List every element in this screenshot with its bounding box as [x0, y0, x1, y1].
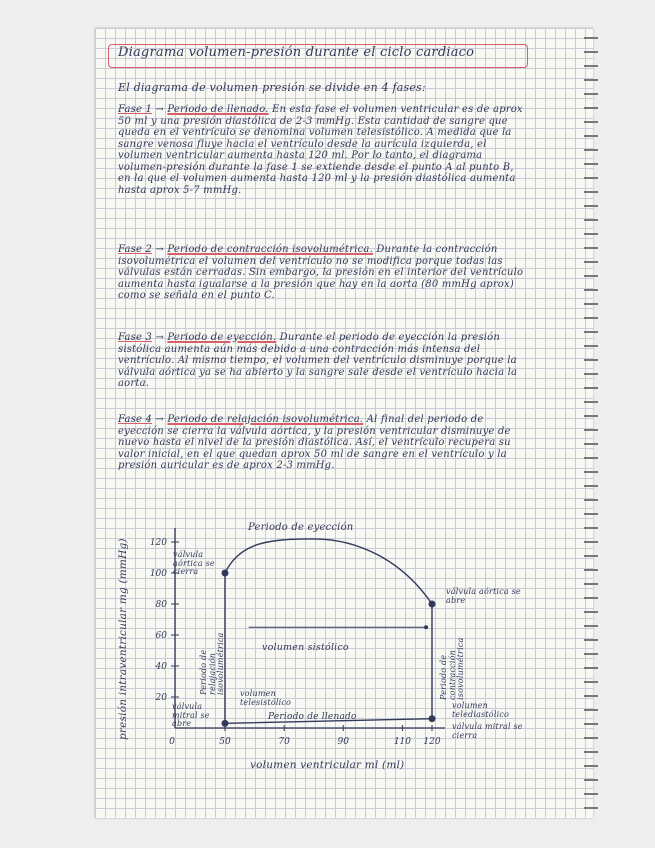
intro-text: El diagrama de volumen presión se divide en 4 fases: — [118, 81, 426, 94]
label-contraccion: Periodo de contracción isovolumétrica — [439, 637, 465, 700]
y-tick-label-80: 80 — [155, 600, 167, 610]
label-volumen-telediastolico: volumen telediastólico — [452, 701, 510, 719]
phase-4-name: Periodo de relajación isovolumétrica. — [167, 414, 364, 425]
x-tick-label-120: 120 — [423, 737, 441, 747]
x-axis-label: volumen ventricular ml (ml) — [250, 759, 405, 771]
label-eyeccion: Periodo de eyección — [248, 522, 354, 533]
phase-2-paragraph: Fase 2 → Periodo de contracción isovolumétrica. Durante la contracción isovolumétrica el volumen del ventrículo no se modifica porque todas las válvulas están cerradas. Sin embargo, la presión en el interior del ventrículo aumenta hasta igualarse a la presión que hay en la aorta (80 mmHg aprox) como se señala en el punto C. — [118, 244, 524, 301]
label-valvula-mitral-abre: válvula mitral se abre — [172, 702, 210, 728]
phase-4-paragraph: Fase 4 → Periodo de relajación isovolumétrica. Al final del periodo de eyección se cierra la válvula aórtica, y la presión ventricular disminuye de nuevo hasta el nivel de la presión diastólica. Así, el ventrículo recupera su valor inicial, en el que quedan aprox 50 ml de sangre en el ventrículo y la presión auricular es de aprox 2-3 mmHg. — [118, 414, 511, 471]
phase-3-paragraph: Fase 3 → Periodo de eyección. Durante el periodo de eyección la presión sistólica aumenta aún más debido a una contracción más intensa del ventrículo. Al mismo tiempo, el volumen del ventrículo disminuye porque la válvula aórtica ya se ha abierto y la sangre sale desde el ventrículo hacia la aorta. — [118, 332, 518, 389]
y-tick-label-60: 60 — [155, 631, 167, 641]
loop-point-1 — [429, 715, 436, 722]
phase-1-text: En esta fase el volumen ventricular es de aprox 50 ml y una presión diastólica de 2-3 mmHg. Esta cantidad de sangre que queda en el ventrículo se denomina volumen telesistólico. A medida que la sangre venosa fluye hacia el ventrículo desde la aurícula izquierda, el volumen ventricular aumenta hasta 120 ml. Por lo tanto, el diagrama volumen-presión durante la fase 1 se extiende desde el punto A al punto B, en la que el volumen aumenta hasta 120 ml y la presión diastólica aumenta hasta aprox 5-7 mmHg. — [118, 104, 523, 196]
page-title: Diagrama volumen-presión durante el ciclo cardiaco — [118, 45, 475, 60]
y-tick-label-120: 120 — [149, 538, 167, 548]
phase-1-label: Fase 1 — [118, 104, 153, 115]
phase-2-label: Fase 2 — [118, 244, 153, 255]
x-tick-label-0: 0 — [169, 737, 175, 747]
y-tick-label-20: 20 — [155, 693, 167, 703]
label-relajacion: Periodo de relajación isovolumétrica — [199, 632, 225, 695]
label-volumen-sistolico: volumen sistólico — [262, 642, 349, 653]
phase-2-name: Periodo de contracción isovolumétrica. — [167, 244, 373, 255]
y-tick-label-40: 40 — [155, 662, 167, 672]
label-valvula-aortica-cierra: válvula aórtica se cierra — [173, 550, 215, 576]
label-valvula-aortica-abre: válvula aórtica se abre — [446, 587, 521, 605]
phase-3-label: Fase 3 — [118, 332, 153, 343]
phase-3-text: Durante el periodo de eyección la presión sistólica aumenta aún más debido a una contracción más intensa del ventrículo. Al mismo tiempo, el volumen del ventrículo disminuye porque la válvula aórtica ya se ha abierto y la sangre sale desde el ventrículo hacia la aorta. — [118, 332, 518, 389]
phase-1-name: Periodo de llenado. — [167, 104, 269, 115]
phase-4-text: Al final del periodo de eyección se cierra la válvula aórtica, y la presión ventricular disminuye de nuevo hasta el nivel de la presión diastólica. Así, el ventrículo recupera su valor inicial, en el que quedan aprox 50 ml de sangre en el ventrículo y la presión auricular es de aprox 2-3 mmHg. — [118, 414, 511, 471]
x-tick-label-90: 90 — [337, 737, 350, 747]
x-tick-label-50: 50 — [219, 737, 231, 747]
stroke-volume-end — [424, 625, 428, 629]
phase-1-paragraph: Fase 1 → Periodo de llenado. En esta fase el volumen ventricular es de aprox 50 ml y una presión diastólica de 2-3 mmHg. Esta cantidad de sangre que queda en el ventrículo se denomina volumen telesistólico. A medida que la sangre venosa fluye hacia el ventrículo desde la aurícula izquierda, el volumen ventricular aumenta hasta 120 ml. Por lo tanto, el diagrama volumen-presión durante la fase 1 se extiende desde el punto A al punto B, en la que el volumen aumenta hasta 120 ml y la presión diastólica aumenta hasta aprox 5-7 mmHg. — [118, 104, 523, 196]
label-valvula-mitral-cierra: válvula mitral se cierra — [452, 722, 523, 740]
x-tick-label-70: 70 — [278, 737, 290, 747]
phase-2-text: Durante la contracción isovolumétrica el volumen del ventrículo no se modifica porque todas las válvulas están cerradas. Sin embargo, la presión en el interior del ventrículo aumenta hasta igualarse a la presión que hay en la aorta (80 mmHg aprox) como se señala en el punto C. — [118, 244, 524, 301]
label-volumen-telesistolico: volumen telesistólico — [240, 689, 292, 707]
loop-point-2 — [429, 601, 436, 608]
phase-4-label: Fase 4 — [118, 414, 153, 425]
loop-point-3 — [222, 570, 229, 577]
phase-3-name: Periodo de eyección. — [167, 332, 277, 343]
y-tick-label-100: 100 — [149, 569, 167, 579]
label-llenado: Periodo de llenado — [268, 712, 357, 722]
y-axis-label: presión intraventricular mg (mmHg) — [117, 538, 129, 740]
x-tick-label-110: 110 — [393, 737, 412, 747]
loop-point-0 — [222, 720, 229, 727]
